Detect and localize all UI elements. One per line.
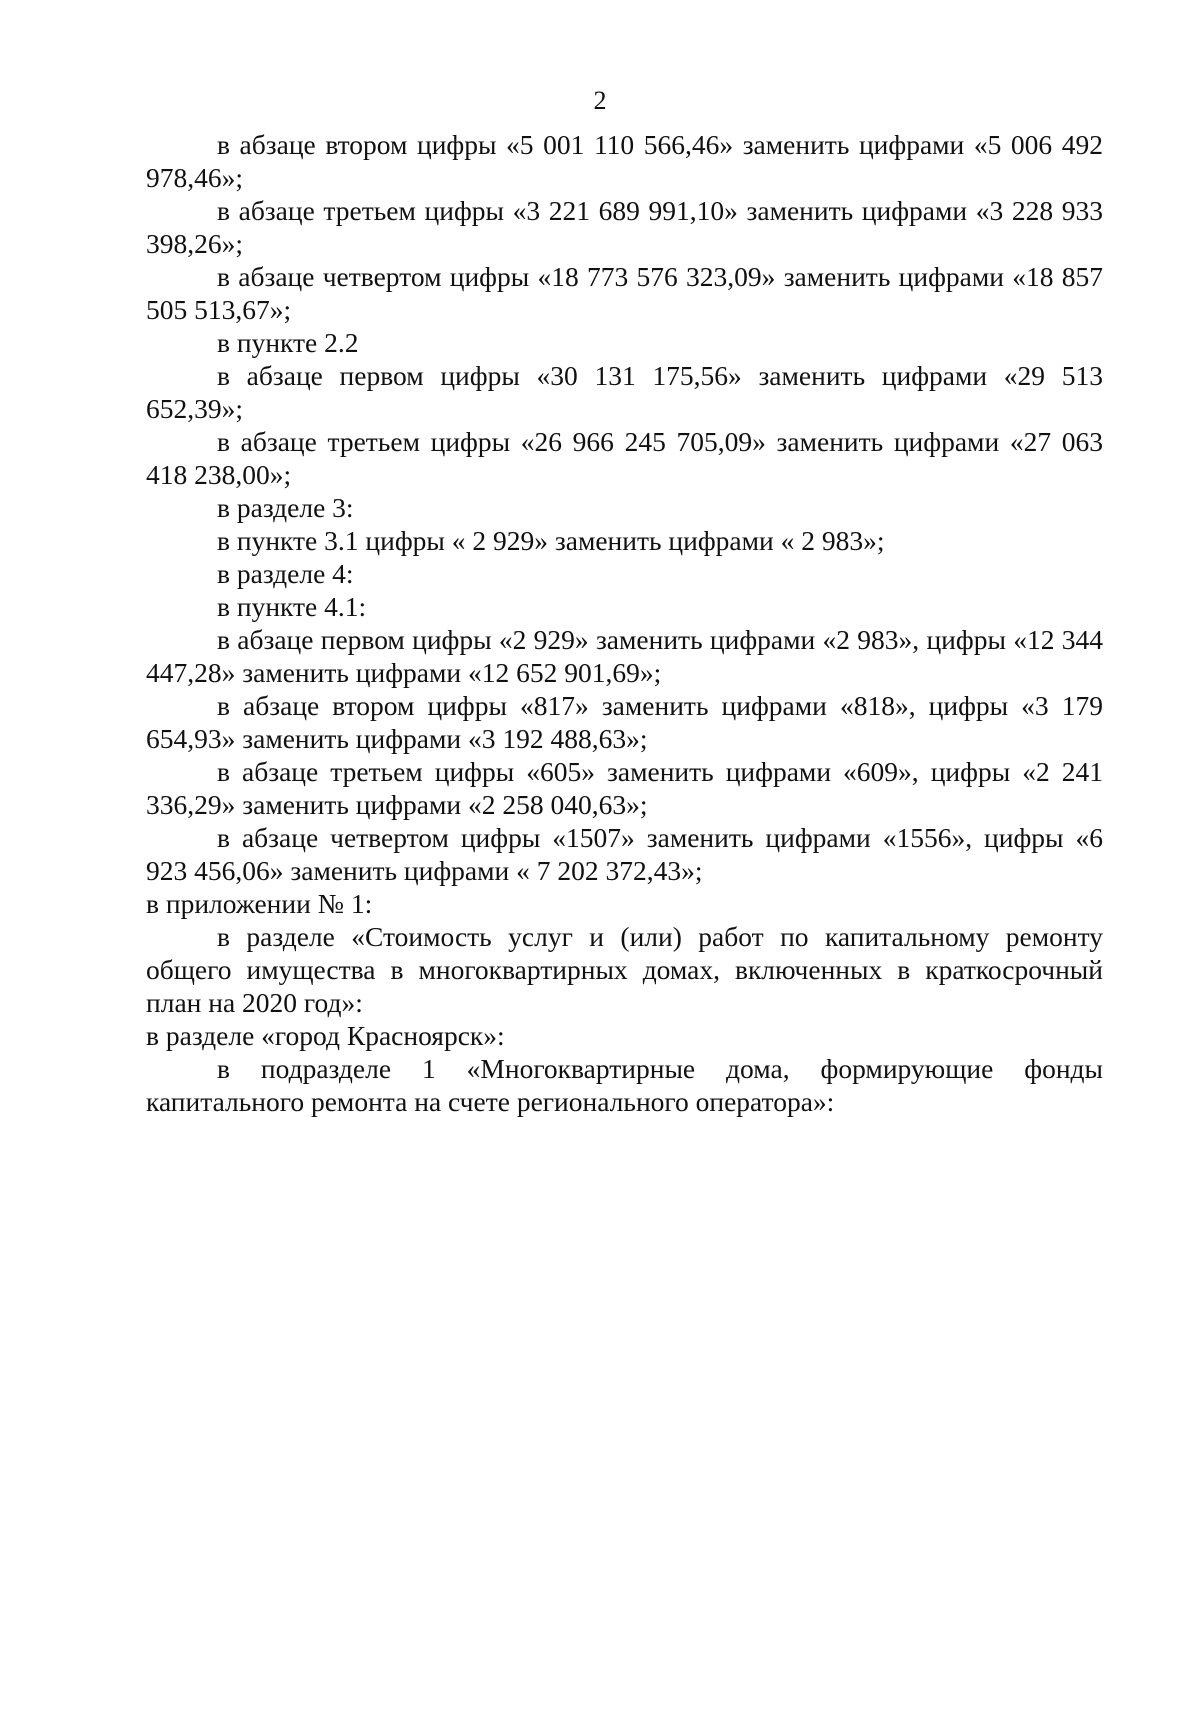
- paragraph: в абзаце четвертом цифры «18 773 576 323,09» заменить цифрами «18 857 505 513,67»;: [146, 261, 1103, 325]
- paragraph: в пункте 2.2: [217, 327, 359, 358]
- paragraph: в пункте 3.1 цифры « 2 929» заменить цифрами « 2 983»;: [217, 525, 885, 556]
- document-body: [146, 128, 1103, 1118]
- paragraph: в пункте 4.1:: [217, 591, 367, 622]
- paragraph: в абзаце четвертом цифры «1507» заменить цифрами «1556», цифры «6 923 456,06» заменить цифрами « 7 202 372,43»;: [146, 822, 1103, 886]
- paragraph: в разделе «Стоимость услуг и (или) работ по капитальному ремонту общего имущества в многоквартирных домах, включенных в краткосрочный план на 2020 год»:: [146, 921, 1103, 1018]
- paragraph: в приложении № 1:: [146, 888, 373, 919]
- paragraph: в разделе 3:: [217, 492, 354, 523]
- paragraph: в абзаце третьем цифры «605» заменить цифрами «609», цифры «2 241 336,29» заменить цифрами «2 258 040,63»;: [146, 756, 1103, 820]
- paragraph: в абзаце втором цифры «817» заменить цифрами «818», цифры «3 179 654,93» заменить цифрами «3 192 488,63»;: [146, 690, 1103, 754]
- paragraph: в абзаце первом цифры «30 131 175,56» заменить цифрами «29 513 652,39»;: [146, 360, 1103, 424]
- paragraph: в абзаце втором цифры «5 001 110 566,46» заменить цифрами «5 006 492 978,46»;: [146, 129, 1103, 193]
- paragraph: в абзаце первом цифры «2 929» заменить цифрами «2 983», цифры «12 344 447,28» заменить цифрами «12 652 901,69»;: [146, 624, 1103, 688]
- paragraph: в подразделе 1 «Многоквартирные дома, формирующие фонды капитального ремонта на счете регионального оператора»:: [146, 1053, 1103, 1117]
- paragraph: в разделе 4:: [217, 558, 354, 589]
- paragraph: в разделе «город Красноярск»:: [146, 1020, 505, 1051]
- page-number: 2: [593, 86, 607, 115]
- paragraph: в абзаце третьем цифры «26 966 245 705,09» заменить цифрами «27 063 418 238,00»;: [146, 426, 1103, 490]
- paragraph: в абзаце третьем цифры «3 221 689 991,10» заменить цифрами «3 228 933 398,26»;: [146, 195, 1103, 259]
